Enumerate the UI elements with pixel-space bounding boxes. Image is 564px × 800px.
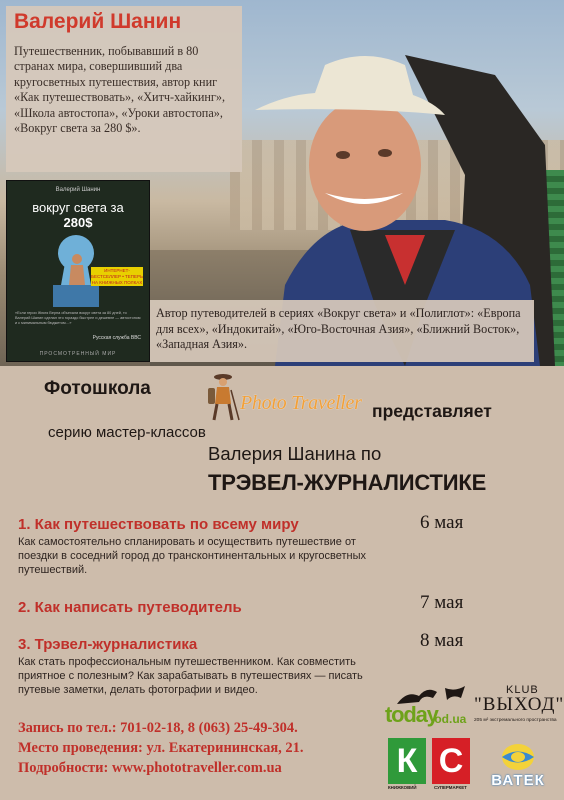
klub-sub: 205 м² экстремального пространства [474, 718, 557, 723]
guides-panel [150, 300, 534, 362]
book-author: Валерий Шанин [55, 187, 101, 193]
today-word: today [385, 702, 438, 727]
presents-label: представляет [372, 401, 492, 421]
ks-bookstore-logo [388, 738, 472, 798]
class-1-desc: Как самостоятельно спланировать и осуществить путешествие от поездки в соседний город до трансконтинентальных и кругосветных путешествий. [18, 536, 367, 577]
today-domain: .od.ua [431, 712, 467, 726]
vatek-emblem-icon [501, 742, 535, 772]
klub-vykhod-logo [470, 684, 564, 734]
book-blurb: «Если герои Жюля Верна объехали вокруг света за 80 дней, то Валерий Шанин сделал это гораздо быстрее и дешевле — автостопом и с минимальным бюджетом…» [15, 311, 141, 325]
klub-small: KLUB [506, 684, 539, 696]
subject-title: ТРЭВЕЛ-ЖУРНАЛИСТИКЕ [208, 470, 487, 495]
class-3-desc: Как стать профессиональным путешественником. Как совместить приятное с полезным? Как зарабатывать в путешествиях — писать путевые заметки, делать фотографии и видео. [18, 656, 363, 697]
ks-letter-s: С [432, 738, 470, 784]
phototraveller-logo-text: Photo Traveller [240, 392, 362, 414]
class-2-date: 7 мая [420, 592, 464, 613]
author-bio-panel [6, 6, 242, 172]
class-2-title: 2. Как написать путеводитель [18, 599, 242, 616]
vatek-word: ВАТЕК [491, 772, 545, 789]
class-3-title: 3. Трэвел-журналистика [18, 636, 198, 653]
book-price: 280$ [63, 215, 93, 230]
guides-text: Автор путеводителей в сериях «Вокруг света» и «Полиглот»: «Европа для всех», «Индокитай», «Юго-Восточная Азия», «Ближний Восток», «Западная Азия». [156, 306, 521, 351]
vatek-logo [477, 740, 559, 796]
class-3-date: 8 мая [420, 630, 464, 651]
ks-letter-k: К [388, 738, 426, 784]
author-name: Валерий Шанин [14, 10, 182, 33]
book-title: вокруг света за [32, 200, 124, 215]
contact-web[interactable]: Подробности: www.phototraveller.com.ua [18, 760, 282, 776]
ks-label-1: КНИЖКОВИЙ [388, 785, 417, 790]
school-label: Фотошкола [44, 378, 151, 399]
ks-label-2: СУПЕРМАРКЕТ [434, 785, 467, 790]
class-1-title: 1. Как путешествовать по всему миру [18, 516, 299, 533]
contact-phone: Запись по тел.: 701-02-18, 8 (063) 25-49-304. [18, 720, 298, 736]
class-1-date: 6 мая [420, 512, 464, 533]
contact-place: Место проведения: ул. Екатерининская, 21. [18, 740, 304, 756]
phototraveller-figure-icon [205, 372, 241, 422]
book-series: ПРОСМОТРЕННЫЙ МИР [39, 351, 117, 357]
series-label: серию мастер-классов [48, 424, 206, 441]
klub-name: "ВЫХОД" [474, 694, 564, 715]
book-credit: Русская служба ВВС [92, 335, 141, 341]
today-logo [385, 690, 469, 730]
author-bio: Путешественник, побывавший в 80 странах мира, совершивший два кругосветных путешествия, автор книг «Как путешествовать», «Хитч-хайкинг», «Школа автостопа», «Уроки автостопа», «Вокруг света за 280 $». [14, 44, 226, 136]
book-badge: ИНТЕРНЕТ-БЕСТСЕЛЛЕР • ТЕПЕРЬ НА КНИЖНЫХ ПОЛКАХ [91, 268, 143, 285]
speaker-label: Валерия Шанина по [208, 443, 382, 464]
book-cover [6, 180, 150, 362]
